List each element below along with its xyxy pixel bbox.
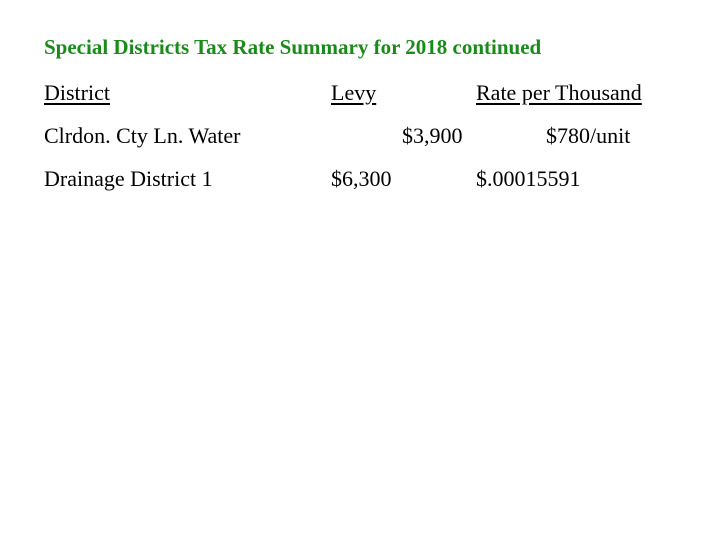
header-levy: Levy [331, 80, 377, 105]
header-district: District [44, 80, 110, 105]
row-1-levy: $3,900 [402, 123, 463, 148]
row-1-district: Clrdon. Cty Ln. Water [44, 123, 241, 148]
row-1-rate: $780/unit [546, 123, 631, 148]
row-2-rate: $.00015591 [476, 166, 581, 191]
page-title: Special Districts Tax Rate Summary for 2018 continued [44, 35, 542, 59]
row-2-levy: $6,300 [331, 166, 392, 191]
header-rate: Rate per Thousand [476, 80, 642, 105]
row-2-district: Drainage District 1 [44, 166, 213, 191]
